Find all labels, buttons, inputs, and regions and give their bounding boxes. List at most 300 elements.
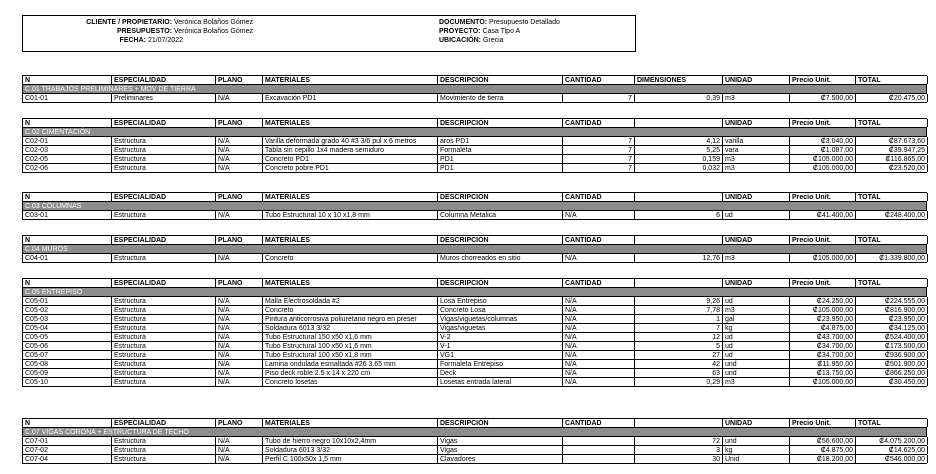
header-right <box>439 18 560 45</box>
col-header-total: TOTAL <box>856 119 928 127</box>
cell-cantidad: N/A <box>563 297 635 305</box>
cell-n: C05-03 <box>23 315 112 323</box>
cell-unidad: ud <box>723 297 790 305</box>
cell-total: ₡224.555,00 <box>856 297 928 305</box>
col-header-precio: Precio Unit. <box>790 279 856 287</box>
cell-unidad: ud <box>723 211 790 219</box>
cell-materiales: Excavación PD1 <box>263 94 438 102</box>
cell-especialidad: Estructura <box>112 324 216 332</box>
cell-cantidad: N/A <box>563 360 635 368</box>
table-row <box>22 297 927 306</box>
cell-unidad: m3 <box>723 94 790 102</box>
cell-descripcion: Formaleta <box>438 146 563 154</box>
cell-plano: N/A <box>216 137 263 145</box>
cell-dimensiones: 72 <box>635 437 723 445</box>
cell-especialidad: Estructura <box>112 333 216 341</box>
cell-especialidad: Estructura <box>112 446 216 454</box>
cell-materiales: Concreto PD1 <box>263 155 438 163</box>
cell-precio: ₡105.000,00 <box>790 378 856 386</box>
budget-section <box>22 418 927 464</box>
cell-precio: ₡1.087,00 <box>790 146 856 154</box>
cell-descripcion: Losetas entrada lateral <box>438 378 563 386</box>
cell-precio: ₡105.000,00 <box>790 164 856 172</box>
section-title: C.07 VIGAS CORONA + ESTRUCTURA DE TECHO <box>22 428 927 437</box>
cell-dimensiones: 5 <box>635 342 723 350</box>
cell-unidad: m3 <box>723 164 790 172</box>
table-row <box>22 146 927 155</box>
date-label: FECHA: <box>119 37 146 44</box>
project-value: Casa Tipo A <box>482 28 521 35</box>
cell-especialidad: Estructura <box>112 137 216 145</box>
cell-precio: ₡34.700,00 <box>790 351 856 359</box>
cell-dimensiones: 3 <box>635 446 723 454</box>
col-header-total: TOTAL <box>856 236 928 244</box>
cell-total: ₡936.900,00 <box>856 351 928 359</box>
table-row <box>22 378 927 387</box>
cell-n: C05-07 <box>23 351 112 359</box>
cell-dimensiones: 6 <box>635 211 723 219</box>
cell-cantidad: N/A <box>563 351 635 359</box>
column-header-row <box>22 118 927 128</box>
cell-materiales: Malla Electrosoldada #2 <box>263 297 438 305</box>
cell-unidad: ud <box>723 333 790 341</box>
col-header-materiales: MATERIALES <box>263 279 438 287</box>
cell-materiales: Tubo Estructural 10 x 10 x1,8 mm <box>263 211 438 219</box>
cell-cantidad: 7 <box>563 146 635 154</box>
cell-plano: N/A <box>216 369 263 377</box>
document-value: Presupuesto Detallado <box>489 19 560 26</box>
cell-descripcion: VG1 <box>438 351 563 359</box>
table-row <box>22 455 927 464</box>
cell-unidad: varilla <box>723 137 790 145</box>
cell-unidad: ud <box>723 342 790 350</box>
cell-total: ₡501.900,00 <box>856 360 928 368</box>
column-header-row <box>22 278 927 288</box>
col-header-total: TOTAL <box>856 76 928 84</box>
date-row <box>23 36 253 45</box>
cell-materiales: Concreto <box>263 306 438 314</box>
col-header-materiales: MATERIALES <box>263 419 438 427</box>
cell-precio: ₡105.000,00 <box>790 254 856 262</box>
col-header-n: N <box>23 236 112 244</box>
cell-descripcion: V-1 <box>438 342 563 350</box>
cell-n: C02-06 <box>23 164 112 172</box>
col-header-especialidad: ESPECIALIDAD <box>112 76 216 84</box>
cell-n: C05-10 <box>23 378 112 386</box>
cell-materiales: Pintura anticorrosiva poliuretano negro en preser <box>263 315 438 323</box>
column-header-row <box>22 192 927 202</box>
cell-n: C02-05 <box>23 155 112 163</box>
cell-materiales: Tubo Estructural 150 x50 x1,6 mm <box>263 333 438 341</box>
cell-plano: N/A <box>216 306 263 314</box>
cell-especialidad: Estructura <box>112 254 216 262</box>
cell-materiales: Tubo Estructural 100 x50 x1,6 mm <box>263 342 438 350</box>
table-row <box>22 155 927 164</box>
cell-descripcion: Movimiento de tierra <box>438 94 563 102</box>
cell-total: ₡23.950,00 <box>856 315 928 323</box>
cell-plano: N/A <box>216 164 263 172</box>
cell-materiales: Lamina ondulada esmaltada #26 3.65 mm <box>263 360 438 368</box>
cell-cantidad: N/A <box>563 306 635 314</box>
cell-dimensiones: 12,76 <box>635 254 723 262</box>
cell-materiales: Piso deck roble 2.5 x 14 x 220 cm <box>263 369 438 377</box>
col-header-precio: Precio Unit. <box>790 76 856 84</box>
col-header-descripcion: DESCRIPCIÓN <box>438 419 563 427</box>
cell-precio: ₡24.250,00 <box>790 297 856 305</box>
col-header-dimensiones <box>635 236 723 244</box>
cell-n: C07-02 <box>23 446 112 454</box>
cell-total: ₡4.075.200,00 <box>856 437 928 445</box>
location-row <box>439 36 560 45</box>
section-title: C.01 TRABAJOS PRELIMINARES + MOV DE TIERRA <box>22 85 927 94</box>
cell-n: C05-05 <box>23 333 112 341</box>
cell-total: ₡524.400,00 <box>856 333 928 341</box>
cell-n: C02-01 <box>23 137 112 145</box>
client-label: CLIENTE / PROPIETARIO: <box>86 19 173 26</box>
col-header-n: N <box>23 279 112 287</box>
cell-descripcion: Columna Metalica <box>438 211 563 219</box>
cell-especialidad: Estructura <box>112 369 216 377</box>
col-header-precio: Precio Unit. <box>790 119 856 127</box>
table-row <box>22 446 927 455</box>
col-header-cantidad: CANTIDAD <box>563 279 635 287</box>
cell-cantidad: N/A <box>563 369 635 377</box>
col-header-plano: PLANO <box>216 279 263 287</box>
cell-descripcion: Vigas <box>438 437 563 445</box>
col-header-especialidad: ESPECIALIDAD <box>112 193 216 201</box>
table-row <box>22 342 927 351</box>
cell-total: ₡34.125,00 <box>856 324 928 332</box>
col-header-materiales: MATERIALES <box>263 76 438 84</box>
cell-materiales: Tubo de hierro negro 10x10x2,4mm <box>263 437 438 445</box>
col-header-descripcion: DESCRIPCIÓN <box>438 193 563 201</box>
cell-cantidad <box>563 437 635 445</box>
cell-unidad: kg <box>723 446 790 454</box>
section-title: C.03 COLUMNAS <box>22 202 927 211</box>
cell-dimensiones: 12 <box>635 333 723 341</box>
col-header-plano: PLANO <box>216 419 263 427</box>
cell-plano: N/A <box>216 333 263 341</box>
cell-materiales: Varilla deformada grado 40 #3 3/6 pul x 6 metros <box>263 137 438 145</box>
cell-n: C03-01 <box>23 211 112 219</box>
cell-unidad: kg <box>723 324 790 332</box>
col-header-especialidad: ESPECIALIDAD <box>112 419 216 427</box>
cell-especialidad: Estructura <box>112 342 216 350</box>
cell-total: ₡1.339.800,00 <box>856 254 928 262</box>
cell-plano: N/A <box>216 437 263 445</box>
col-header-total: TOTAL <box>856 193 928 201</box>
table-row <box>22 211 927 220</box>
cell-total: ₡87.673,60 <box>856 137 928 145</box>
column-header-row <box>22 418 927 428</box>
cell-plano: N/A <box>216 351 263 359</box>
cell-n: C07-04 <box>23 455 112 463</box>
cell-n: C02-03 <box>23 146 112 154</box>
cell-especialidad: Estructura <box>112 146 216 154</box>
cell-plano: N/A <box>216 360 263 368</box>
cell-total: ₡23.520,00 <box>856 164 928 172</box>
cell-unidad: gal <box>723 315 790 323</box>
cell-dimensiones: 4,12 <box>635 137 723 145</box>
cell-precio: ₡11.950,00 <box>790 360 856 368</box>
cell-plano: N/A <box>216 146 263 154</box>
budget-section <box>22 278 927 387</box>
col-header-cantidad: CANTIDAD <box>563 236 635 244</box>
cell-especialidad: Estructura <box>112 351 216 359</box>
table-row <box>22 324 927 333</box>
col-header-unidad: UNIDAD <box>723 279 790 287</box>
col-header-dimensiones <box>635 193 723 201</box>
cell-unidad: Unid <box>723 455 790 463</box>
section-title: C.02 CIMENTACIÓN <box>22 128 927 137</box>
table-row <box>22 360 927 369</box>
budget-section <box>22 75 927 103</box>
document-label: DOCUMENTO: <box>439 19 488 26</box>
col-header-plano: PLANO <box>216 119 263 127</box>
col-header-dimensiones <box>635 119 723 127</box>
table-row <box>22 254 927 263</box>
cell-total: ₡866.250,00 <box>856 369 928 377</box>
cell-n: C05-02 <box>23 306 112 314</box>
client-value: Verónica Bolaños Gómez <box>174 19 253 26</box>
col-header-unidad: UNIDAD <box>723 419 790 427</box>
cell-total: ₡173.500,00 <box>856 342 928 350</box>
cell-materiales: Soldadura 6013 3/32 <box>263 324 438 332</box>
cell-n: C05-04 <box>23 324 112 332</box>
cell-unidad: m3 <box>723 378 790 386</box>
section-title: C.05 ENTREPISO <box>22 288 927 297</box>
cell-plano: N/A <box>216 211 263 219</box>
col-header-cantidad: CANTIDAD <box>563 193 635 201</box>
cell-precio: ₡13.750,00 <box>790 369 856 377</box>
cell-total: ₡30.450,00 <box>856 378 928 386</box>
col-header-total: TOTAL <box>856 279 928 287</box>
col-header-unidad: UNIDAD <box>723 236 790 244</box>
cell-cantidad: N/A <box>563 254 635 262</box>
cell-especialidad: Estructura <box>112 297 216 305</box>
cell-descripcion: Formaleta Entrepiso <box>438 360 563 368</box>
cell-descripcion: aros PD1 <box>438 137 563 145</box>
col-header-plano: PLANO <box>216 76 263 84</box>
cell-cantidad: N/A <box>563 333 635 341</box>
cell-unidad: m3 <box>723 254 790 262</box>
cell-especialidad: Estructura <box>112 211 216 219</box>
table-row <box>22 333 927 342</box>
cell-plano: N/A <box>216 342 263 350</box>
cell-materiales: Soldadura 6013 3/32 <box>263 446 438 454</box>
cell-materiales: Concreto losetas <box>263 378 438 386</box>
col-header-materiales: MATERIALES <box>263 236 438 244</box>
table-row <box>22 351 927 360</box>
cell-n: C05-06 <box>23 342 112 350</box>
col-header-cantidad: CANTIDAD <box>563 419 635 427</box>
cell-n: C05-09 <box>23 369 112 377</box>
budget-section <box>22 235 927 263</box>
cell-especialidad: Preliminares <box>112 94 216 102</box>
cell-unidad: und <box>723 437 790 445</box>
cell-plano: N/A <box>216 297 263 305</box>
cell-plano: N/A <box>216 315 263 323</box>
col-header-unidad: UNIDAD <box>723 119 790 127</box>
cell-total: ₡816.900,00 <box>856 306 928 314</box>
col-header-materiales: MATERIALES <box>263 193 438 201</box>
cell-cantidad: N/A <box>563 378 635 386</box>
cell-plano: N/A <box>216 446 263 454</box>
table-row <box>22 369 927 378</box>
cell-cantidad <box>563 455 635 463</box>
cell-precio: ₡34.700,00 <box>790 342 856 350</box>
col-header-cantidad: CANTIDAD <box>563 119 635 127</box>
col-header-descripcion: DESCRIPCIÓN <box>438 236 563 244</box>
table-row <box>22 315 927 324</box>
cell-descripcion: Deck <box>438 369 563 377</box>
cell-cantidad: N/A <box>563 324 635 332</box>
col-header-n: N <box>23 419 112 427</box>
cell-materiales: Perfil C 100x50x 1,5 mm <box>263 455 438 463</box>
col-header-especialidad: ESPECIALIDAD <box>112 236 216 244</box>
cell-cantidad: 7 <box>563 164 635 172</box>
cell-descripcion: Losa Entrepiso <box>438 297 563 305</box>
cell-dimensiones: 63 <box>635 369 723 377</box>
cell-descripcion: Vigas/viguetas/columnas <box>438 315 563 323</box>
cell-unidad: vara <box>723 146 790 154</box>
cell-total: ₡14.625,00 <box>856 446 928 454</box>
col-header-unidad: UNIDAD <box>723 76 790 84</box>
client-row <box>23 18 253 27</box>
cell-especialidad: Estructura <box>112 155 216 163</box>
col-header-materiales: MATERIALES <box>263 119 438 127</box>
cell-n: C05-08 <box>23 360 112 368</box>
table-row <box>22 306 927 315</box>
cell-materiales: Tabla sin cepillo 1x4 madera semiduro <box>263 146 438 154</box>
cell-descripcion: Clavadores <box>438 455 563 463</box>
cell-total: ₡248.400,00 <box>856 211 928 219</box>
cell-plano: N/A <box>216 94 263 102</box>
col-header-n: N <box>23 76 112 84</box>
col-header-dimensiones <box>635 279 723 287</box>
cell-plano: N/A <box>216 155 263 163</box>
col-header-plano: PLANO <box>216 193 263 201</box>
cell-cantidad <box>563 446 635 454</box>
cell-dimensiones: 27 <box>635 351 723 359</box>
cell-unidad: m3 <box>723 306 790 314</box>
col-header-especialidad: ESPECIALIDAD <box>112 279 216 287</box>
col-header-precio: Precio Unit. <box>790 419 856 427</box>
cell-total: ₡20.475,00 <box>856 94 928 102</box>
budget-section <box>22 192 927 220</box>
location-label: UBICACIÓN: <box>439 37 481 44</box>
col-header-cantidad: CANTIDAD <box>563 76 635 84</box>
table-row <box>22 94 927 103</box>
cell-dimensiones: 7,78 <box>635 306 723 314</box>
table-row <box>22 437 927 446</box>
cell-dimensiones: 9,26 <box>635 297 723 305</box>
cell-descripcion: Muros chorreados en sitio <box>438 254 563 262</box>
cell-unidad: und <box>723 369 790 377</box>
project-row <box>439 27 560 36</box>
col-header-dimensiones <box>635 419 723 427</box>
cell-dimensiones: 1 <box>635 315 723 323</box>
col-header-especialidad: ESPECIALIDAD <box>112 119 216 127</box>
cell-dimensiones: 0,159 <box>635 155 723 163</box>
cell-precio: ₡18.200,00 <box>790 455 856 463</box>
cell-total: ₡116.865,00 <box>856 155 928 163</box>
budget-value: Verónica Bolaños Gómez <box>174 28 253 35</box>
cell-plano: N/A <box>216 455 263 463</box>
cell-dimensiones: 0,39 <box>635 94 723 102</box>
cell-dimensiones: 42 <box>635 360 723 368</box>
project-label: PROYECTO: <box>439 28 481 35</box>
cell-total: ₡546.000,00 <box>856 455 928 463</box>
cell-n: C04-01 <box>23 254 112 262</box>
cell-dimensiones: 7 <box>635 324 723 332</box>
header-left <box>23 18 253 45</box>
document-row <box>439 18 560 27</box>
col-header-precio: Precio Unit. <box>790 193 856 201</box>
cell-especialidad: Estructura <box>112 360 216 368</box>
col-header-n: N <box>23 119 112 127</box>
cell-precio: ₡105.000,00 <box>790 306 856 314</box>
cell-cantidad: 7 <box>563 94 635 102</box>
cell-cantidad: 7 <box>563 137 635 145</box>
col-header-n: N <box>23 193 112 201</box>
cell-precio: ₡105.000,00 <box>790 155 856 163</box>
cell-n: C01-01 <box>23 94 112 102</box>
column-header-row <box>22 75 927 85</box>
cell-especialidad: Estructura <box>112 315 216 323</box>
cell-unidad: und <box>723 360 790 368</box>
cell-precio: ₡3.040,00 <box>790 137 856 145</box>
document-header <box>22 15 636 52</box>
cell-dimensiones: 5,25 <box>635 146 723 154</box>
cell-cantidad: N/A <box>563 342 635 350</box>
cell-precio: ₡56.600,00 <box>790 437 856 445</box>
budget-section <box>22 118 927 173</box>
cell-unidad: ud <box>723 351 790 359</box>
col-header-dimensiones: DIMENSIONES <box>635 76 723 84</box>
col-header-unidad: UNIDAD <box>723 193 790 201</box>
col-header-descripcion: DESCRIPCIÓN <box>438 76 563 84</box>
cell-plano: N/A <box>216 378 263 386</box>
cell-materiales: Tubo Estructural 100 x50 x1,8 mm <box>263 351 438 359</box>
cell-especialidad: Estructura <box>112 378 216 386</box>
col-header-descripcion: DESCRIPCIÓN <box>438 119 563 127</box>
cell-n: C05-01 <box>23 297 112 305</box>
col-header-precio: Precio Unit. <box>790 236 856 244</box>
cell-materiales: Concreto pobre PD1 <box>263 164 438 172</box>
cell-precio: ₡4.875,00 <box>790 324 856 332</box>
cell-unidad: m3 <box>723 155 790 163</box>
cell-cantidad: 7 <box>563 155 635 163</box>
cell-descripcion: Vigas <box>438 446 563 454</box>
cell-dimensiones: 0,032 <box>635 164 723 172</box>
cell-especialidad: Estructura <box>112 306 216 314</box>
cell-descripcion: Concreto Losa <box>438 306 563 314</box>
location-value: Grecia <box>482 37 504 44</box>
col-header-plano: PLANO <box>216 236 263 244</box>
section-title: C.04 MUROS <box>22 245 927 254</box>
column-header-row <box>22 235 927 245</box>
budget-label: PRESUPUESTO: <box>116 28 173 35</box>
cell-precio: ₡23.950,00 <box>790 315 856 323</box>
cell-total: ₡39.947,25 <box>856 146 928 154</box>
cell-precio: ₡43.700,00 <box>790 333 856 341</box>
cell-especialidad: Estructura <box>112 437 216 445</box>
cell-precio: ₡4.875,00 <box>790 446 856 454</box>
cell-plano: N/A <box>216 254 263 262</box>
cell-descripcion: V-2 <box>438 333 563 341</box>
col-header-descripcion: DESCRIPCIÓN <box>438 279 563 287</box>
